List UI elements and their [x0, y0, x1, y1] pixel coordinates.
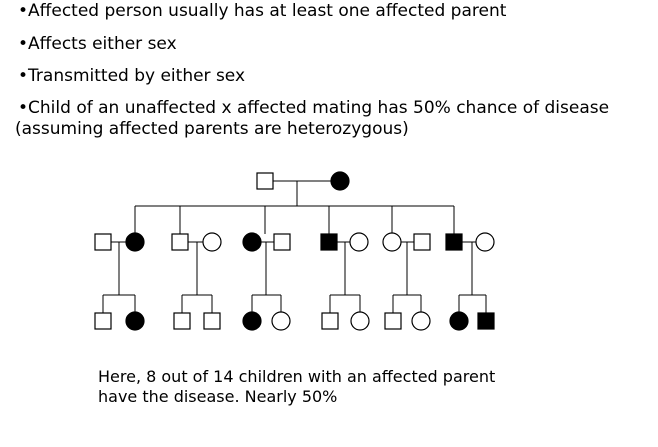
- bullet-either-sex: •Affects either sex: [18, 34, 177, 54]
- gen3-sibship-1-child-2-affected-female-symbol: [126, 312, 144, 330]
- gen3-sibship-4-child-1-unaffected-male-symbol: [322, 313, 338, 329]
- caption-line-1: Here, 8 out of 14 children with an affected parent: [98, 367, 496, 386]
- bullet-affected-parent: •Affected person usually has at least one affected parent: [18, 1, 507, 21]
- bullet-fifty-percent-line: •Child of an unaffected x affected mating has 50% chance of disease: [18, 98, 610, 118]
- gen3-sibship-6-child-1-affected-female-symbol: [450, 312, 468, 330]
- gen3-sibship-1-child-1-unaffected-male-symbol: [95, 313, 111, 329]
- gen1-member-1-unaffected-male-symbol: [257, 173, 273, 189]
- gen3-sibship-5-child-2-unaffected-female-symbol: [412, 312, 430, 330]
- gen2-couple-4-member-1-affected-male-symbol: [321, 234, 337, 250]
- bullet-assumption-line: (assuming affected parents are heterozygous): [15, 119, 409, 139]
- gen2-couple-5-member-2-unaffected-male-symbol: [414, 234, 430, 250]
- caption-line-2: have the disease. Nearly 50%: [98, 387, 338, 406]
- pedigree-symbols: [95, 172, 494, 330]
- gen2-couple-6-member-1-affected-male-symbol: [446, 234, 462, 250]
- gen3-sibship-5-child-1-unaffected-male-symbol: [385, 313, 401, 329]
- bullet-transmitted: •Transmitted by either sex: [18, 66, 246, 86]
- gen3-sibship-3-child-1-affected-female-symbol: [243, 312, 261, 330]
- gen2-couple-3-member-2-unaffected-male-symbol: [274, 234, 290, 250]
- caption: [98, 367, 578, 407]
- gen2-couple-1-member-1-unaffected-male-symbol: [95, 234, 111, 250]
- gen2-couple-6-member-2-unaffected-female-symbol: [476, 233, 494, 251]
- gen2-couple-5-member-1-unaffected-female-symbol: [383, 233, 401, 251]
- gen2-couple-3-member-1-affected-female-symbol: [243, 233, 261, 251]
- gen1-member-2-affected-female-symbol: [331, 172, 349, 190]
- gen2-couple-2-member-1-unaffected-male-symbol: [172, 234, 188, 250]
- gen2-couple-4-member-2-unaffected-female-symbol: [350, 233, 368, 251]
- gen2-couple-1-member-2-affected-female-symbol: [126, 233, 144, 251]
- gen3-sibship-3-child-2-unaffected-female-symbol: [272, 312, 290, 330]
- gen3-sibship-2-child-1-unaffected-male-symbol: [174, 313, 190, 329]
- gen3-sibship-6-child-2-affected-male-symbol: [478, 313, 494, 329]
- gen3-sibship-2-child-2-unaffected-male-symbol: [204, 313, 220, 329]
- gen2-couple-2-member-2-unaffected-female-symbol: [203, 233, 221, 251]
- gen3-sibship-4-child-2-unaffected-female-symbol: [351, 312, 369, 330]
